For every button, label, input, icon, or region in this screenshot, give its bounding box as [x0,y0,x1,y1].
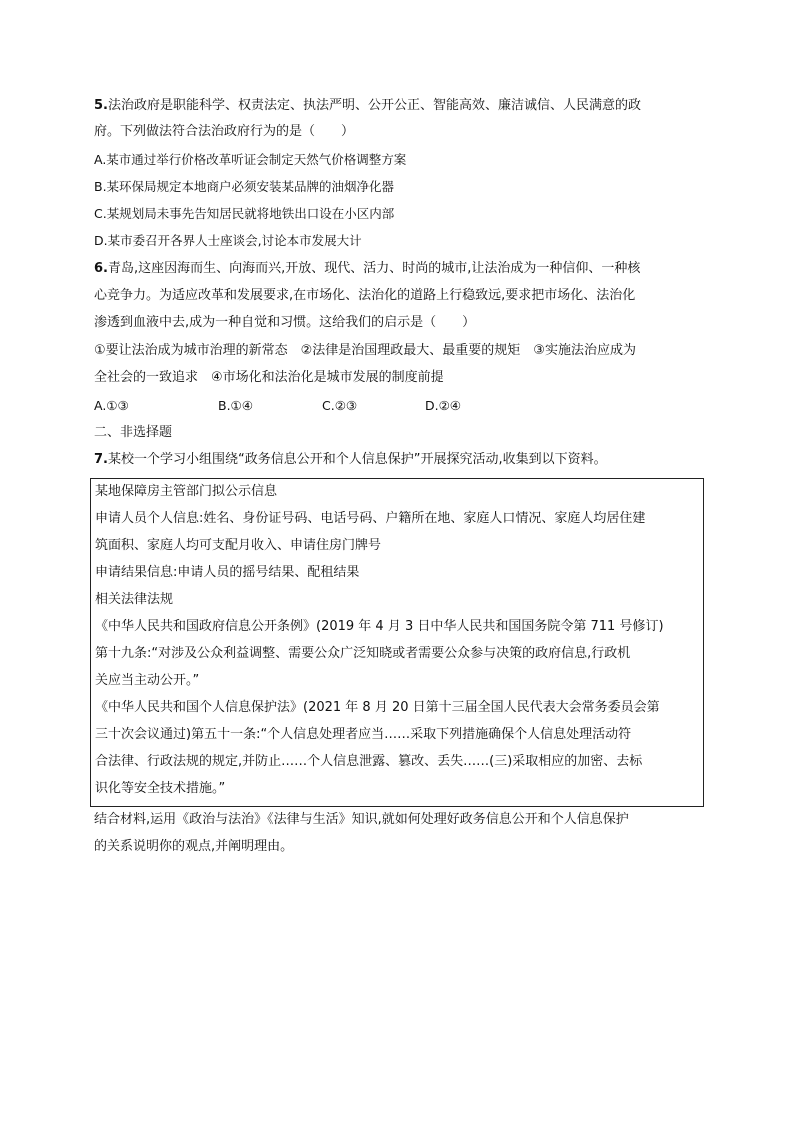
q6-number: 6. [94,261,108,276]
q6-option-d: D.②④ [425,398,462,413]
q7-number: 7. [94,452,108,467]
material-line: 《中华人民共和国政府信息公开条例》(2019 年 4 月 3 日中华人民共和国国务院令第 711 号修订) [95,619,664,634]
material-line: 筑面积、家庭人均可支配月收入、申请住房门牌号 [95,538,382,553]
material-line: 相关法律法规 [95,592,174,607]
q7-stem [94,451,607,469]
q5-option-c: C.某规划局未事先告知居民就将地铁出口设在小区内部 [94,206,395,221]
q6-statements-line-1: ①要让法治成为城市治理的新常态 ②法律是治国理政最大、最重要的规矩 ③实施法治应成为 [94,343,636,358]
material-line: 第十九条:“对涉及公众利益调整、需要公众广泛知晓或者需要公众参与决策的政府信息,行政机 [95,646,631,661]
q5-option-a: A.某市通过举行价格改革听证会制定天然气价格调整方案 [94,152,407,167]
q6-option-a: A.①③ [94,398,129,413]
material-line: 合法律、行政法规的规定,并防止……个人信息泄露、篡改、丢失……(三)采取相应的加密、去标 [95,754,643,769]
q5-stem-line-1 [94,97,641,115]
material-line: 关应当主动公开。” [95,673,200,688]
material-line: 申请人员个人信息:姓名、身份证号码、电话号码、户籍所在地、家庭人口情况、家庭人均居住建 [95,511,646,526]
q6-stem-line-2: 心竞争力。为适应改革和发展要求,在市场化、法治化的道路上行稳致远,要求把市场化、法治化 [94,288,636,303]
q7-material-box [90,478,704,807]
q7-stem-text: 某校一个学习小组围绕“政务信息公开和个人信息保护”开展探究活动,收集到以下资料。 [107,452,607,467]
q5-option-b: B.某环保局规定本地商户必须安装某品牌的油烟净化器 [94,179,395,194]
q6-option-c: C.②③ [322,398,358,413]
q6-option-b: B.①④ [218,398,253,413]
material-line: 《中华人民共和国个人信息保护法》(2021 年 8 月 20 日第十三届全国人民代表大会常务委员会第 [95,700,660,715]
q5-option-d: D.某市委召开各界人士座谈会,讨论本市发展大计 [94,233,362,248]
material-line: 三十次会议通过)第五十一条:“个人信息处理者应当……采取下列措施确保个人信息处理活动符 [95,727,632,742]
q5-stem-text-1: 法治政府是职能科学、权责法定、执法严明、公开公正、智能高效、廉洁诚信、人民满意的政 [107,98,641,113]
material-line: 识化等安全技术措施。” [95,781,226,796]
material-line: 申请结果信息:申请人员的摇号结果、配租结果 [95,565,360,580]
q6-stem-line-3: 渗透到血液中去,成为一种自觉和习惯。这给我们的启示是（ ） [94,315,476,330]
q7-question-line-2: 的关系说明你的观点,并阐明理由。 [94,839,294,854]
q6-stem-text-1: 青岛,这座因海而生、向海而兴,开放、现代、活力、时尚的城市,让法治成为一种信仰、一种核 [107,261,641,276]
section-heading: 二、非选择题 [94,425,173,440]
material-line: 某地保障房主管部门拟公示信息 [95,484,278,499]
q6-statements-line-2: 全社会的一致追求 ④市场化和法治化是城市发展的制度前提 [94,370,444,385]
q6-stem-line-1 [94,260,640,278]
q5-stem-line-2: 府。下列做法符合法治政府行为的是（ ） [94,124,355,139]
q5-number: 5. [94,98,108,113]
q7-question-line-1: 结合材料,运用《政治与法治》《法律与生活》知识,就如何处理好政务信息公开和个人信息保护 [94,812,629,827]
